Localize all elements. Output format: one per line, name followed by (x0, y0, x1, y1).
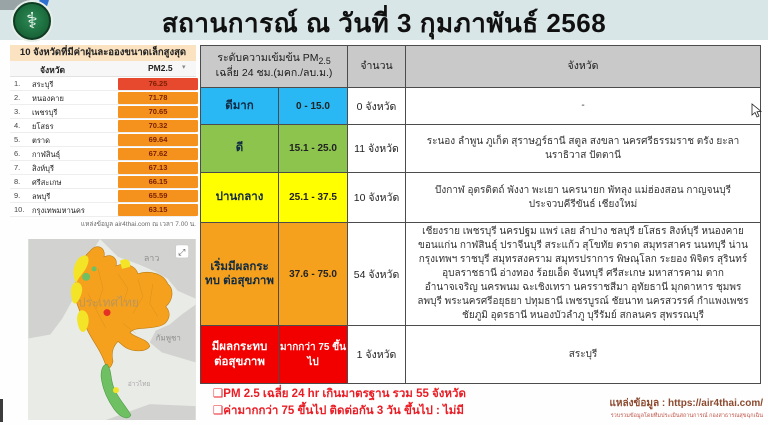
level-provinces: สระบุรี (406, 326, 761, 384)
rank-label: 9. (14, 191, 21, 200)
pm25-value-badge: 66.15 (118, 176, 198, 188)
thailand-region-green (82, 273, 90, 281)
svg-text:⤢: ⤢ (178, 246, 186, 257)
header-level-sub: 2.5 (318, 56, 331, 67)
page-title: สถานการณ์ ณ วันที่ 3 กุมภาพันธ์ 2568 (161, 8, 607, 38)
source-block (463, 396, 763, 420)
map-label-gulf: อ่าวไทย (127, 381, 151, 389)
source-credit: รวบรวมข้อมูลโดยทีมประเมินสถานการณ์ กองสาธารณสุขฉุกเฉิน (610, 413, 763, 419)
level-range: มากกว่า 75 ขึ้นไป (279, 326, 348, 384)
province-label: สิงห์บุรี (32, 164, 54, 173)
pm25-value-badge: 70.65 (118, 106, 198, 118)
pm25-value-badge: 67.13 (118, 162, 198, 174)
header-level (201, 46, 348, 88)
level-range: 25.1 - 37.5 (279, 173, 348, 223)
header-provinces: จังหวัด (406, 46, 761, 88)
pm25-value-badge: 69.64 (118, 134, 198, 146)
level-label: ดี (201, 125, 279, 173)
pm25-value-badge: 63.15 (118, 204, 198, 216)
pm25-value-badge: 76.25 (118, 78, 198, 90)
thailand-region-green (92, 266, 97, 271)
province-label: ยโสธร (32, 122, 54, 131)
top10-col-province: จังหวัด (40, 65, 66, 75)
top10-header-row (10, 61, 196, 77)
map-label-thailand: ประเทศไทย (78, 295, 139, 310)
note-exceed-standard: ❑PM 2.5 เฉลี่ย 24 hr เกินมาตรฐาน รวม 55 จังหวัด (213, 388, 466, 400)
province-label: ศรีสะเกษ (32, 178, 62, 187)
province-label: กาฬสินธุ์ (32, 150, 61, 159)
rank-label: 8. (14, 177, 21, 186)
level-label: เริ่มมีผลกระทบ ต่อสุขภาพ (201, 223, 279, 326)
pm25-levels-table (200, 45, 761, 384)
summary-notes (213, 386, 466, 419)
map-label-laos: ลาว (143, 252, 160, 263)
edge-decoration (0, 399, 3, 422)
level-label: ปานกลาง (201, 173, 279, 223)
rank-label: 4. (14, 121, 21, 130)
rank-label: 2. (14, 93, 21, 102)
province-label: หนองคาย (32, 94, 64, 103)
top10-col-pm25-sort[interactable]: PM2.5 (148, 63, 173, 73)
title-band (0, 0, 768, 40)
table-row (10, 147, 196, 161)
rank-label: 10. (14, 205, 25, 214)
level-range: 0 - 15.0 (279, 88, 348, 125)
province-label: กรุงเทพมหานคร (32, 206, 85, 215)
header-count: จำนวน (348, 46, 406, 88)
sort-caret-icon[interactable]: ▾ (182, 64, 186, 71)
province-label: สระบุรี (32, 80, 54, 89)
level-row-affecting-health (201, 326, 761, 384)
level-count: 10 จังหวัด (348, 173, 406, 223)
level-provinces: ระนอง ลำพูน ภูเก็ต สุราษฎร์ธานี สตูล สงขลา นครศรีธรรมราช ตรัง ยะลา นราธิวาส ปัตตานี (406, 125, 761, 173)
mouse-cursor-icon (751, 103, 763, 119)
table-row (10, 119, 196, 133)
note-above-75: ❑ค่ามากกว่า 75 ขึ้นไป ติดต่อกัน 3 วัน ขึ้นไป : ไม่มี (213, 404, 464, 417)
rank-label: 6. (14, 149, 21, 158)
pm25-value-badge: 67.62 (118, 148, 198, 160)
top10-source-note: แหล่งข้อมูล air4thai.com ณ เวลา 7.00 น. (80, 221, 196, 228)
level-range: 15.1 - 25.0 (279, 125, 348, 173)
level-count: 11 จังหวัด (348, 125, 406, 173)
province-label: เพชรบุรี (32, 108, 58, 117)
table-row (10, 133, 196, 147)
rank-label: 7. (14, 163, 21, 172)
table-row (10, 91, 196, 105)
level-label: มีผลกระทบ ต่อสุขภาพ (201, 326, 279, 384)
pm25-value-badge: 71.78 (118, 92, 198, 104)
table-row (10, 189, 196, 203)
table-row (10, 175, 196, 189)
map-label-cambodia: กัมพูชา (155, 333, 181, 343)
level-provinces: บึงกาฬ อุตรดิตถ์ พังงา พะเยา นครนายก พัทลุง แม่ฮ่องสอน กาญจนบุรี ประจวบคีรีขันธ์ เชียงใหม่ (406, 173, 761, 223)
level-count: 0 จังหวัด (348, 88, 406, 125)
province-label: ตราด (32, 136, 50, 145)
level-label: ดีมาก (201, 88, 279, 125)
province-label: ลพบุรี (32, 192, 51, 201)
top10-widget-title: 10 จังหวัดที่มีค่าฝุ่นละอองขนาดเล็กสูงสุด (10, 45, 196, 61)
map-fullscreen-control[interactable] (176, 245, 189, 258)
header-level-line2: เฉลี่ย 24 ชม.(มคก./ลบ.ม.) (215, 67, 333, 80)
source-url: แหล่งข้อมูล : https://air4thai.com/ (609, 398, 763, 409)
level-count: 1 จังหวัด (348, 326, 406, 384)
thailand-pm25-map[interactable] (28, 239, 196, 420)
level-provinces: - (406, 88, 761, 125)
thailand-region-red-saraburi (104, 309, 111, 316)
level-row-very-good (201, 88, 761, 125)
level-provinces: เชียงราย เพชรบุรี นครปฐม แพร่ เลย ลำปาง ชลบุรี ยโสธร สิงห์บุรี หนองคาย ขอนแก่น กาฬสินธุ์ ปราจีนบุรี สระแก้ว สุโขทัย ตราด สมุทรสาคร นนทบุรี น่าน กรุงเทพฯ ราชบุรี สมุทรสงคราม สมุทรปราการ พิษณุโลก ระยอง พิจิตร สุรินทร์ อุบลราชธานี อ่างทอง ร้อยเอ็ด จันทบุรี ศรีสะเกษ มหาสารคาม ตาก อำนาจเจริญ นครพนม ฉะเชิงเทรา นครราชสีมา อุทัยธานี มุกดาหาร ชุมพร ลพบุรี พระนครศรีอยุธยา ปทุมธานี เพชรบูรณ์ ชัยนาท นครสวรรค์ กำแพงเพชร ชัยภูมิ อุดรธานี หนองบัวลำภู บุรีรัมย์ สกลนคร สุพรรณบุรี (406, 223, 761, 326)
level-count: 54 จังหวัด (348, 223, 406, 326)
rank-label: 1. (14, 79, 21, 88)
table-row (10, 105, 196, 119)
levels-table-header (201, 46, 761, 88)
level-row-moderate (201, 173, 761, 223)
thailand-region-yellow (113, 387, 119, 393)
pm25-value-badge: 70.32 (118, 120, 198, 132)
level-range: 37.6 - 75.0 (279, 223, 348, 326)
level-row-starting-to-affect (201, 223, 761, 326)
table-row (10, 77, 196, 91)
moph-logo-icon: ⚕ (13, 2, 51, 40)
pm25-value-badge: 65.59 (118, 190, 198, 202)
level-row-good (201, 125, 761, 173)
table-row (10, 161, 196, 175)
rank-label: 5. (14, 135, 21, 144)
table-row (10, 203, 196, 217)
header-level-text: ระดับความเข้มข้น PM (217, 51, 319, 64)
rank-label: 3. (14, 107, 21, 116)
